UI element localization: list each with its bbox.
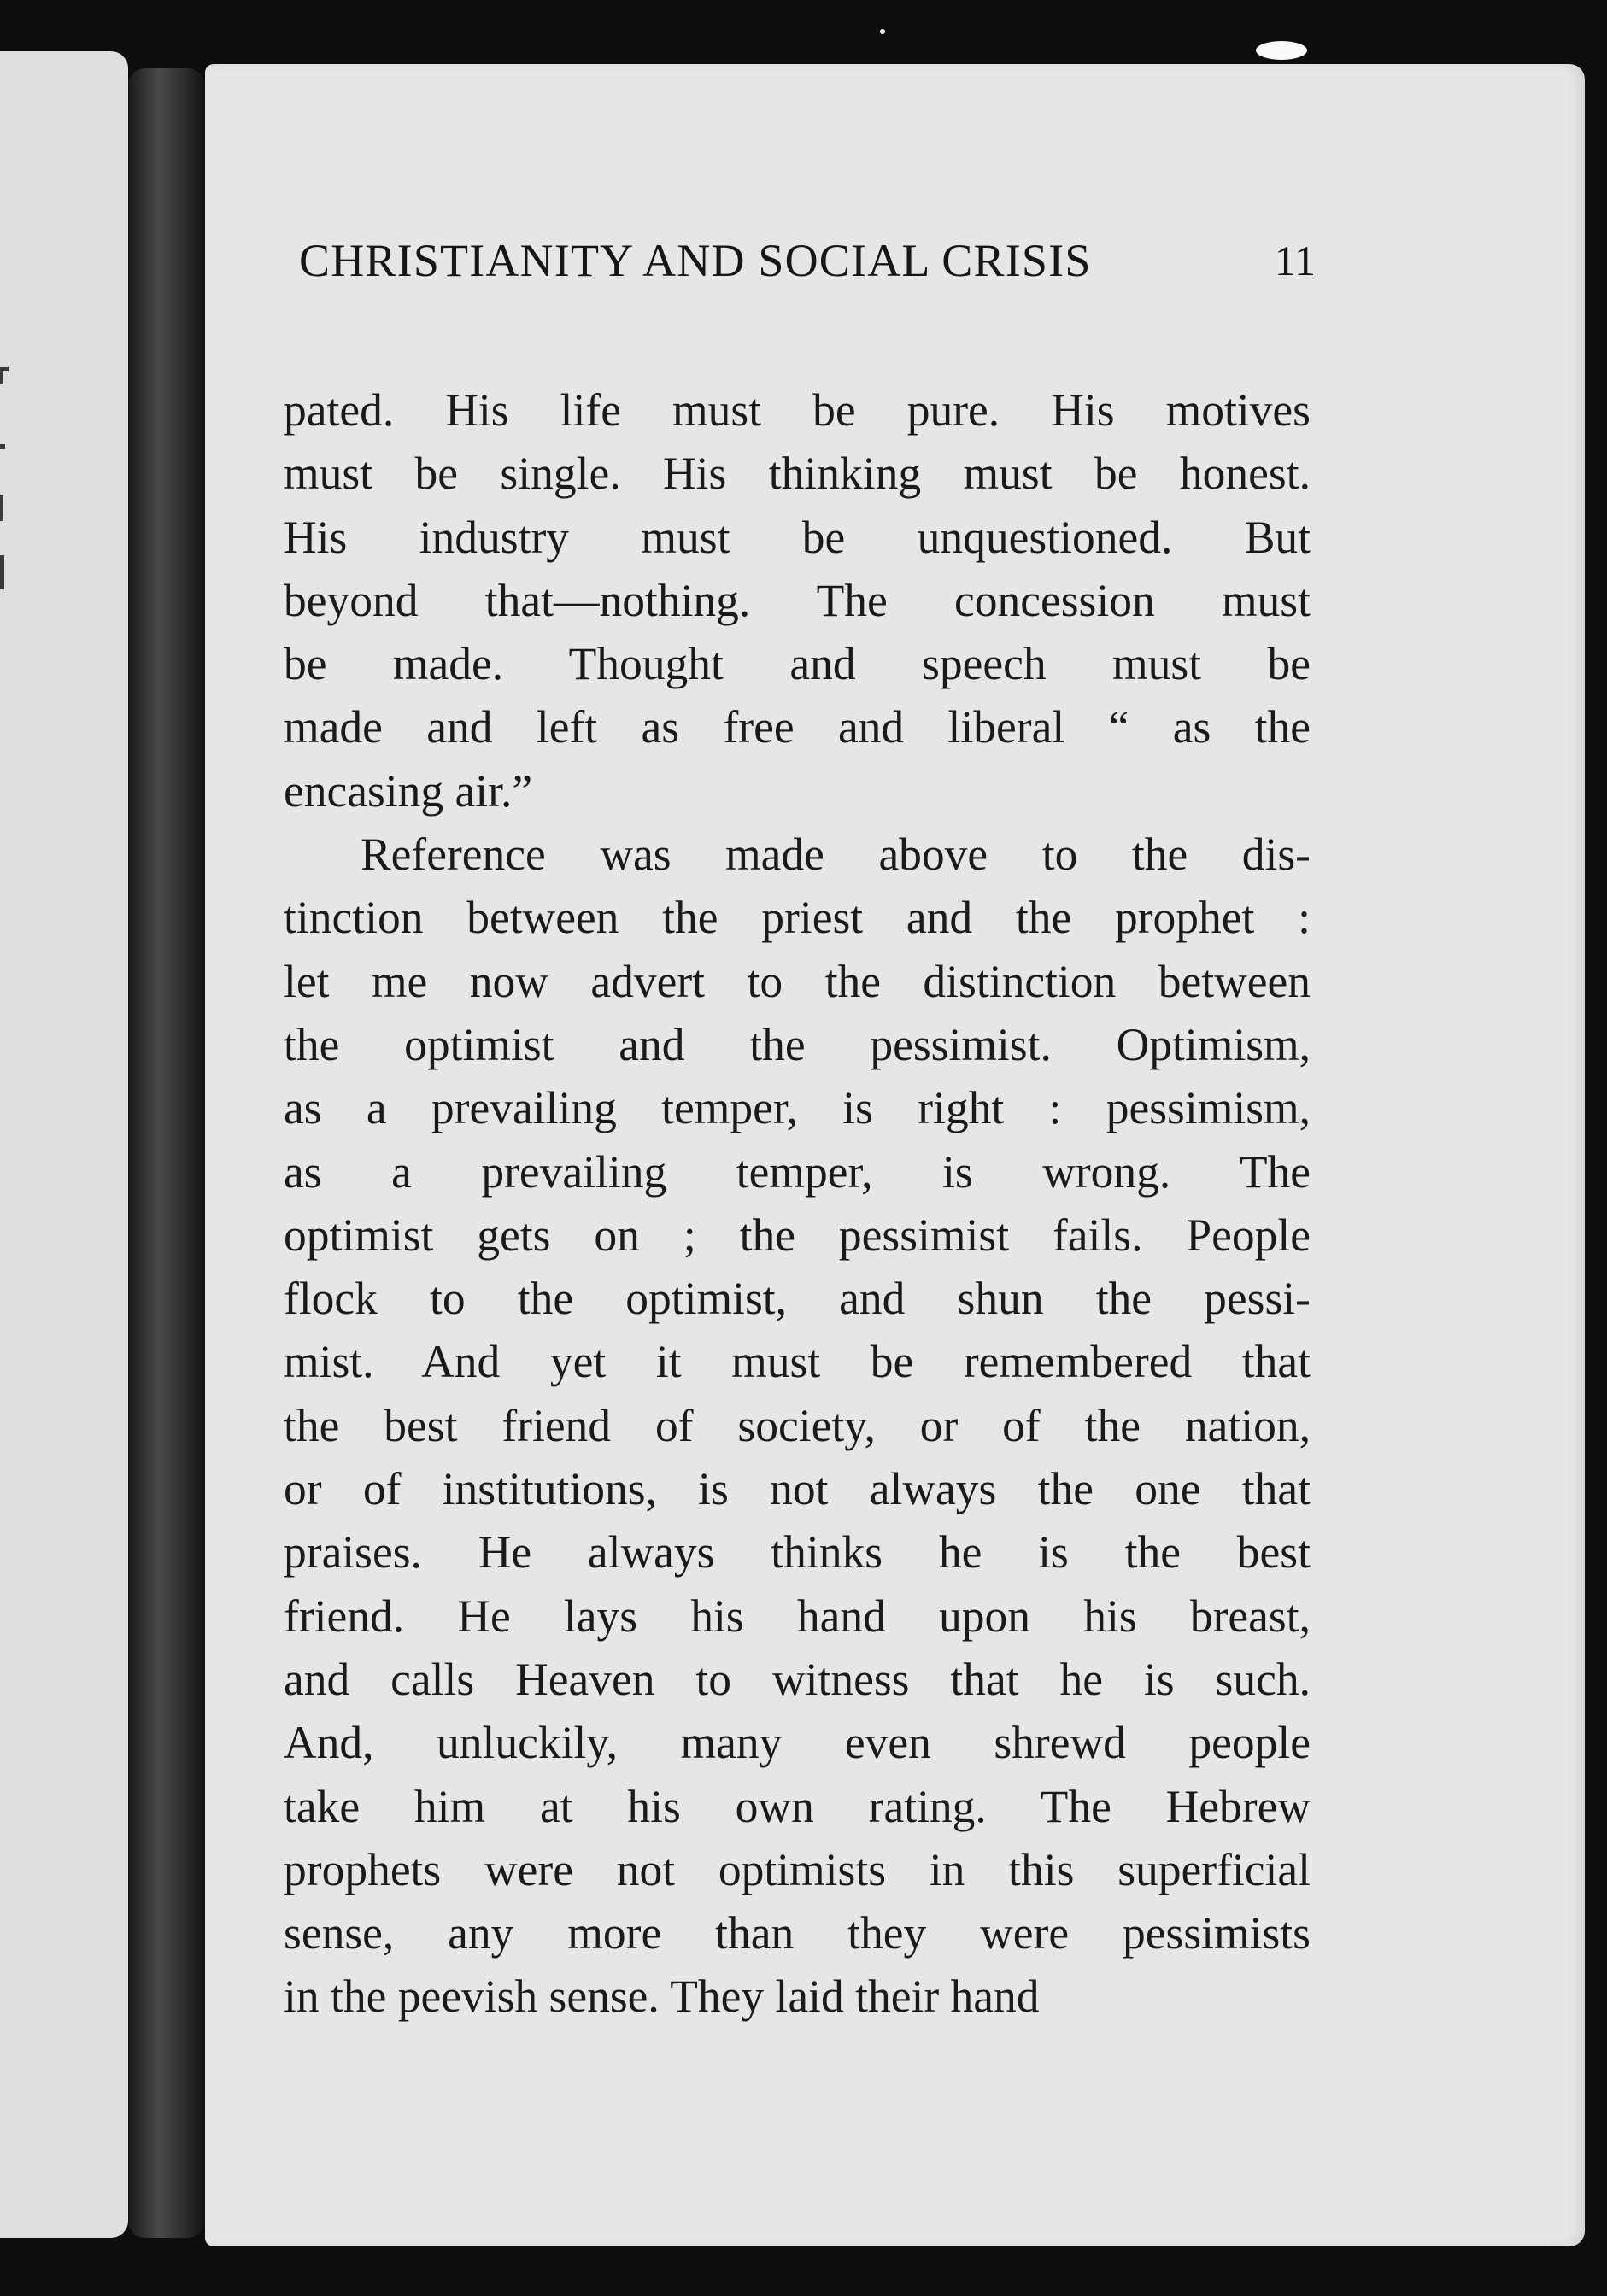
text-line: And, unluckily, many even shrewd people	[284, 1717, 1311, 1769]
text-line: let me now advert to the distinction between	[284, 955, 1311, 1007]
page-number: 11	[1274, 237, 1316, 284]
text-line: sense, any more than they were pessimists	[284, 1907, 1311, 1959]
text-line: friend. He lays his hand upon his breast,	[284, 1590, 1311, 1642]
text-line: His industry must be unquestioned. But	[284, 511, 1311, 563]
text-line: be made. Thought and speech must be	[284, 638, 1311, 690]
text-line: flock to the optimist, and shun the pessi-	[284, 1273, 1311, 1325]
paragraph	[284, 378, 1311, 823]
text-line: take him at his own rating. The Hebrew	[284, 1780, 1311, 1832]
text-line: in the peevish sense. They laid their hand	[284, 1971, 1040, 2023]
text-line: pated. His life must be pure. His motives	[284, 384, 1311, 436]
text-line: encasing air.”	[284, 764, 533, 817]
scan-speck	[1256, 41, 1307, 60]
text-line: Reference was made above to the dis-	[361, 829, 1311, 881]
facing-page-marks	[0, 367, 17, 589]
book-page	[205, 64, 1585, 2246]
text-line: must be single. His thinking must be honest.	[284, 448, 1311, 500]
scan-speck	[880, 29, 885, 34]
text-line: as a prevailing temper, is right : pessimism,	[284, 1082, 1311, 1134]
text-line: made and left as free and liberal “ as the	[284, 701, 1311, 753]
text-line: mist. And yet it must be remembered that	[284, 1336, 1311, 1388]
paragraph	[284, 823, 1311, 2029]
text-line: the optimist and the pessimist. Optimism,	[284, 1018, 1311, 1070]
text-line: tinction between the priest and the prophet :	[284, 892, 1311, 944]
text-line: the best friend of society, or of the nation,	[284, 1399, 1311, 1451]
text-line: prophets were not optimists in this superficial	[284, 1843, 1311, 1895]
text-line: as a prevailing temper, is wrong. The	[284, 1145, 1311, 1198]
body-text	[284, 378, 1311, 2029]
text-line: praises. He always thinks he is the best	[284, 1526, 1311, 1578]
text-line: or of institutions, is not always the one that	[284, 1463, 1311, 1515]
facing-page-edge	[0, 51, 128, 2238]
running-head-title: CHRISTIANITY AND SOCIAL CRISIS	[299, 235, 1092, 286]
book-gutter	[128, 68, 205, 2238]
text-line: beyond that—nothing. The concession must	[284, 574, 1311, 626]
running-head	[299, 226, 1316, 295]
text-line: and calls Heaven to witness that he is such.	[284, 1653, 1311, 1705]
text-line: optimist gets on ; the pessimist fails. People	[284, 1209, 1311, 1261]
